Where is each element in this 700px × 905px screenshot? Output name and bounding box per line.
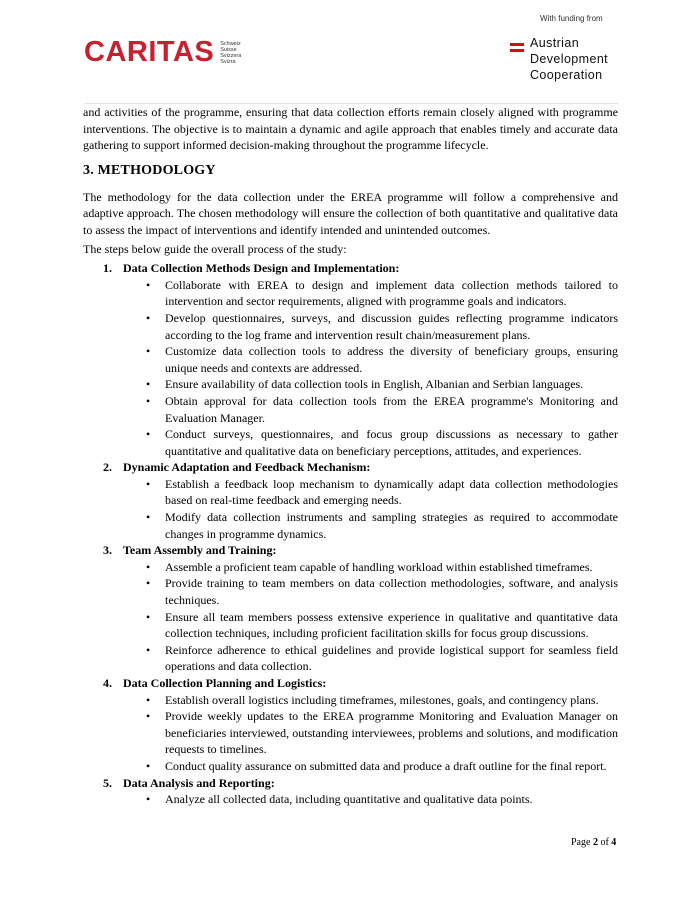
step-bullets: [123, 692, 618, 775]
bullet-icon: •: [146, 642, 151, 657]
bullet-text: Collaborate with EREA to design and implement data collection methods tailored to intervention and sector requirements, aligned with programme goals and indicators.: [165, 277, 618, 309]
step-item: [83, 542, 618, 675]
bullet-item: [123, 509, 618, 542]
bullet-icon: •: [146, 377, 151, 392]
ada-name-line: Cooperation: [530, 68, 603, 82]
methodology-paragraph: The methodology for the data collection under the EREA programme will follow a comprehensive and adaptive approach. The chosen methodology will ensure the collection of both quantitative and qualitative data to assess the impact of interventions and identify intended and unintended outcomes.: [83, 189, 618, 237]
step-bullets: [123, 277, 618, 460]
bullet-text: Provide training to team members on data collection methodologies, software, and analysis techniques.: [165, 576, 618, 608]
caritas-sub-line: Suisse: [220, 46, 237, 53]
page-number: [571, 837, 616, 848]
caritas-sub-line: Svizzera: [220, 52, 242, 59]
bullet-icon: •: [146, 393, 151, 408]
bullet-icon: •: [146, 510, 151, 525]
bullet-text: Develop questionnaires, surveys, and discussion guides reflecting programme indicators according to the log frame and intervention result chain/measurement plans.: [165, 310, 618, 342]
bullet-icon: •: [146, 692, 151, 707]
bullet-text: Ensure all team members possess extensive experience in qualitative and quantitative data collection techniques, including proficient facilitation skills for focus group discussions.: [165, 609, 618, 641]
bullet-item: [123, 426, 618, 459]
step-number: 5.: [103, 775, 112, 790]
caritas-wordmark: CARITAS: [84, 36, 215, 68]
ada-name: [530, 35, 608, 83]
bullet-item: [123, 609, 618, 642]
steps-list: [83, 260, 618, 808]
bullet-item: [123, 692, 618, 709]
bullet-icon: •: [146, 310, 151, 325]
bullet-icon: •: [146, 709, 151, 724]
intro-paragraph: and activities of the programme, ensuring that data collection efforts remain closely aligned with programme interventions. The objective is to maintain a dynamic and agile approach that enables timely and accurate data gathering to support informed decision-making throughout the programme lifecycle.: [83, 105, 618, 153]
steps-intro-paragraph: The steps below guide the overall process of the study:: [83, 241, 347, 256]
step-item: [83, 675, 618, 775]
funding-label: With funding from: [540, 14, 603, 23]
bullet-item: [123, 277, 618, 310]
bullet-item: [123, 393, 618, 426]
bullet-item: [123, 376, 618, 393]
section-heading: 3. METHODOLOGY: [83, 162, 216, 178]
bullet-icon: •: [146, 792, 151, 807]
bullet-text: Analyze all collected data, including quantitative and qualitative data points.: [165, 792, 533, 807]
bullet-text: Modify data collection instruments and sampling strategies as required to accommodate changes in programme dynamics.: [165, 510, 618, 541]
bullet-item: [123, 559, 618, 576]
bullet-item: [123, 758, 618, 775]
ada-name-line: Austrian: [530, 36, 580, 50]
bullet-text: Obtain approval for data collection tools from the EREA programme's Monitoring and Evaluation Manager.: [165, 393, 618, 425]
bullet-text: Assemble a proficient team capable of handling workload within established timeframes.: [165, 559, 593, 574]
bullet-icon: •: [146, 559, 151, 574]
bullet-icon: •: [146, 609, 151, 624]
page-of: of: [600, 837, 609, 848]
bullet-text: Customize data collection tools to address the diversity of beneficiary groups, ensuring unique needs and contexts are addressed.: [165, 344, 618, 375]
ada-name-line: Development: [530, 52, 609, 66]
step-bullets: [123, 559, 618, 675]
step-title: Data Collection Planning and Logistics:: [123, 676, 327, 690]
step-item: [83, 260, 618, 459]
caritas-sub-line: Schweiz: [220, 40, 241, 47]
caritas-logo: [84, 38, 241, 67]
step-title: Dynamic Adaptation and Feedback Mechanism:: [123, 460, 371, 475]
flag-stripe: [510, 49, 524, 52]
page-header: [0, 0, 700, 110]
document-body: [83, 104, 618, 808]
bullet-item: [123, 791, 618, 808]
bullet-icon: •: [146, 427, 151, 442]
step-title: Data Analysis and Reporting:: [123, 775, 275, 790]
austrian-flag-icon: [510, 43, 524, 83]
bullet-icon: •: [146, 476, 151, 491]
step-number: 3.: [103, 543, 112, 558]
step-title: Data Collection Methods Design and Implementation:: [123, 261, 400, 276]
step-title: Team Assembly and Training:: [123, 543, 277, 558]
bullet-text: Establish overall logistics including timeframes, milestones, goals, and contingency plans.: [165, 692, 599, 707]
page-current: 2: [592, 837, 598, 848]
bullet-item: [123, 708, 618, 758]
page-label: Page: [571, 837, 591, 848]
step-bullets: [123, 476, 618, 542]
caritas-sub-line: Svizra: [220, 58, 236, 65]
bullet-icon: •: [146, 277, 151, 292]
bullet-text: Conduct surveys, questionnaires, and focus group discussions as necessary to gather quantitative and qualitative data on beneficiary perceptions, attitudes, and experiences.: [165, 427, 618, 458]
step-item: [83, 775, 618, 808]
step-item: [83, 459, 618, 542]
bullet-text: Provide weekly updates to the EREA programme Monitoring and Evaluation Manager on beneficiaries interviewed, outstanding interviewees, problems and solutions, and modification requests to timelines.: [165, 709, 618, 757]
bullet-item: [123, 642, 618, 675]
bullet-item: [123, 575, 618, 608]
caritas-subtitle: [220, 41, 241, 65]
bullet-item: [123, 476, 618, 509]
bullet-text: Conduct quality assurance on submitted data and produce a draft outline for the final report.: [165, 758, 607, 773]
bullet-text: Ensure availability of data collection tools in English, Albanian and Serbian languages.: [165, 377, 584, 392]
bullet-icon: •: [146, 344, 151, 359]
step-number: 1.: [103, 261, 112, 276]
bullet-icon: •: [146, 758, 151, 773]
ada-logo: [510, 14, 628, 83]
bullet-text: Establish a feedback loop mechanism to dynamically adapt data collection methodologies based on real-time feedback and emerging needs.: [165, 476, 618, 508]
bullet-item: [123, 310, 618, 343]
bullet-item: [123, 343, 618, 376]
step-number: 2.: [103, 460, 112, 475]
step-bullets: [123, 791, 618, 808]
step-number: 4.: [103, 676, 112, 690]
bullet-text: Reinforce adherence to ethical guidelines and provide logistical support for seamless field operations and data collection.: [165, 642, 618, 674]
page-total: 4: [611, 837, 617, 848]
bullet-icon: •: [146, 576, 151, 591]
